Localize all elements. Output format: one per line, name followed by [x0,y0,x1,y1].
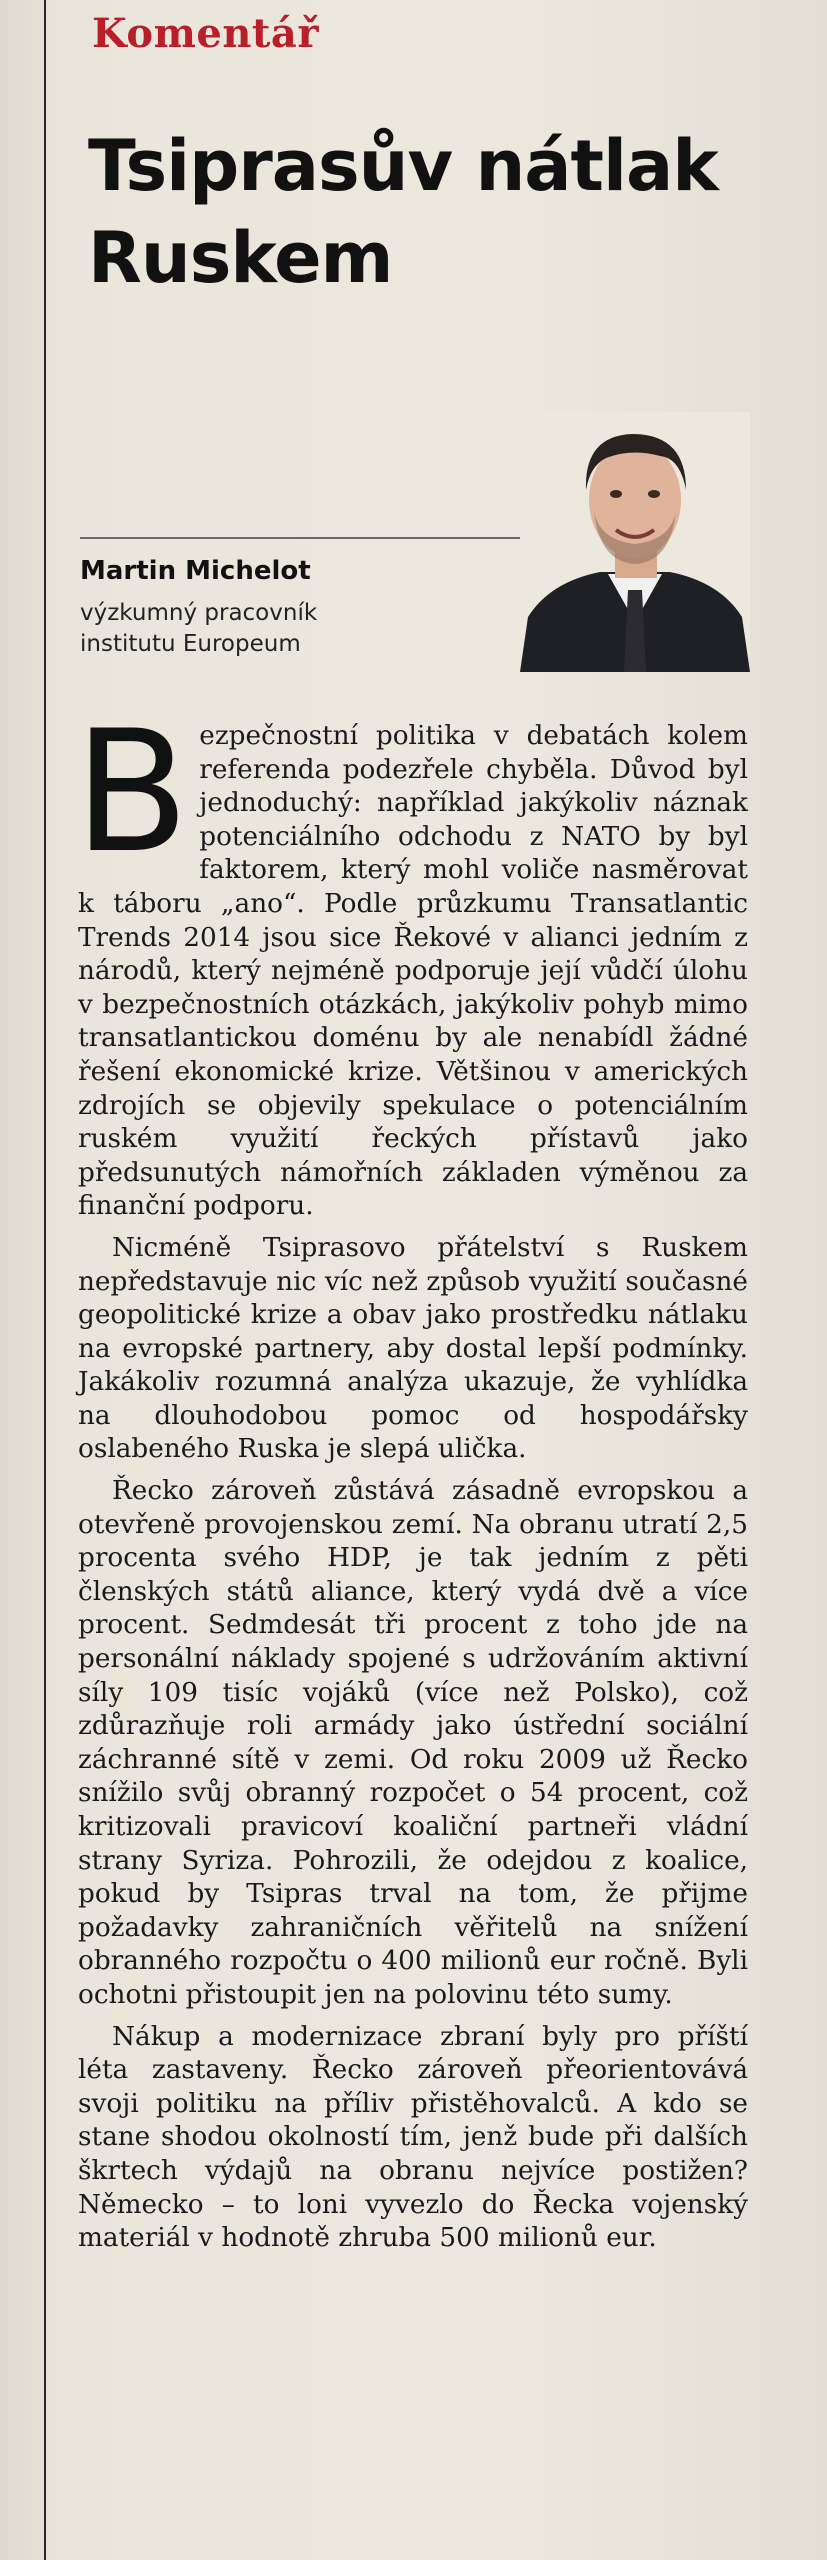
column-rule [44,0,46,2560]
paragraph-3: Řecko zároveň zůstává zásadně evropskou a otevřeně provojenskou zemí. Na obranu utratí 2,5 procenta svého HDP, je tak jedním z pěti členských států aliance, který vydá dvě a více procent. Sedmdesát tři procent z toho jde na personální náklady spojené s udržováním aktivní síly 109 tisíc vojáků (více než Polsko), což zdůrazňuje roli armády jako ústřední sociální záchranné sítě v zemi. Od roku 2009 už Řecko snížilo svůj obranný rozpočet o 54 procent, což kritizovali pravicoví koaliční partneři vládní strany Syriza. Pohrozili, že odejdou z koalice, pokud by Tsipras trval na tom, že přijme požadavky zahraničních věřitelů na snížení obranného rozpočtu o 400 milionů eur ročně. Byli ochotni přistoupit jen na polovinu této sumy. [78,1476,748,2010]
author-name: Martin Michelot [80,556,311,586]
drop-cap: B [74,694,190,890]
paragraph-1-text: ezpečnostní politika v debatách kolem referenda podezřele chyběla. Důvod byl jednoduchý: například jakýkoliv náznak potenciálního odchodu z NATO by byl faktorem, který mohl voliče nasměrovat k táboru „ano“. Podle průzkumu Transatlantic Trends 2014 jsou sice Řekové v alianci jedním z národů, který nejméně podporuje její vůdčí úlohu v bezpečnostních otázkách, jakýkoliv pohyb mimo transatlantickou doménu by ale nenabídl žádné řešení ekonomické krize. Většinou v amerických zdrojích se objevily spekulace o potenciálním ruském využití řeckých přístavů jako předsunutých námořních základen výměnou za finanční podporu. [78,721,748,1222]
paragraph-1 [74,694,748,1224]
author-role: výzkumný pracovník institutu Europeum [80,600,318,657]
article-body [74,694,748,2264]
section-kicker: Komentář [92,10,319,57]
paragraph-4: Nákup a modernizace zbraní byly pro příští léta zastaveny. Řecko zároveň přeorientovává svoji politiku na příliv přistěhovalců. A kdo se stane shodou okolností tím, jenž bude při dalších škrtech výdajů na obranu nejvíce postižen? Německo – to loni vyvezlo do Řecka vojenský materiál v hodnotě zhruba 500 milionů eur. [78,2021,748,2254]
author-portrait-image [520,412,750,672]
paragraph-2: Nicméně Tsiprasovo přátelství s Ruskem nepředstavuje nic víc než způsob využití současné geopolitické krize a obav jako prostředku nátlaku na evropské partnery, aby dostal lepší podmínky. Jakákoliv rozumná analýza ukazuje, že vyhlídka na dlouhodobou pomoc od hospodářsky oslabeného Ruska je slepá ulička. [78,1232,748,1465]
byline-divider [80,537,532,539]
author-photo [520,412,750,672]
article-headline: Tsiprasův nátlak Ruskem [88,125,718,299]
